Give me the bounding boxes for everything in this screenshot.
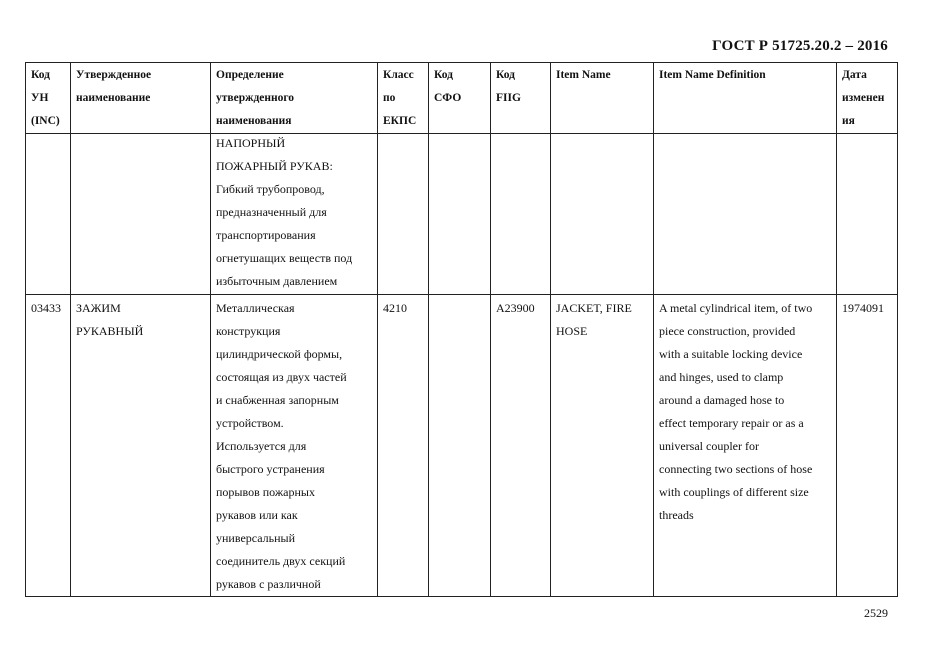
cell-fiig: A23900 bbox=[491, 295, 551, 597]
table-row-continuation bbox=[26, 134, 898, 295]
column-header-item-name-definition: Item Name Definition bbox=[654, 63, 837, 134]
cell-ekps bbox=[378, 134, 429, 295]
cell-item-name: JACKET, FIRE HOSE bbox=[551, 295, 654, 597]
cell-name bbox=[71, 134, 211, 295]
cell-date: 1974091 bbox=[837, 295, 898, 597]
cell-sfo bbox=[429, 134, 491, 295]
cell-sfo bbox=[429, 295, 491, 597]
cell-item-definition bbox=[654, 134, 837, 295]
column-header-definition: Определение утвержденного наименования bbox=[211, 63, 378, 134]
cell-inc: 03433 bbox=[26, 295, 71, 597]
cell-ekps: 4210 bbox=[378, 295, 429, 597]
table-row bbox=[26, 295, 898, 597]
cell-item-definition: A metal cylindrical item, of two piece construction, provided with a suitable locking device and hinges, used to clamp around a damaged hose to effect temporary repair or as a universal coupler for connecting two sections of hose with couplings of different size threads bbox=[654, 295, 837, 597]
column-header-change-date: Дата изменен ия bbox=[837, 63, 898, 134]
cell-definition: Металлическая конструкция цилиндрической формы, состоящая из двух частей и снабженная запорным устройством. Используется для быстрого устранения порывов пожарных рукавов или как универсальный соединитель двух секций рукавов с различной bbox=[211, 295, 378, 597]
column-header-fiig-code: Код FIIG bbox=[491, 63, 551, 134]
cell-fiig bbox=[491, 134, 551, 295]
column-header-item-name: Item Name bbox=[551, 63, 654, 134]
column-header-inc: Код УН (INC) bbox=[26, 63, 71, 134]
data-table bbox=[25, 62, 898, 597]
document-code: ГОСТ Р 51725.20.2 – 2016 bbox=[712, 38, 888, 54]
cell-item-name bbox=[551, 134, 654, 295]
cell-definition bbox=[211, 134, 378, 295]
column-header-ekps-class: Класс по ЕКПС bbox=[378, 63, 429, 134]
page-number: 2529 bbox=[864, 606, 888, 620]
table-header-row bbox=[26, 63, 898, 134]
cell-date bbox=[837, 134, 898, 295]
column-header-approved-name: Утвержденное наименование bbox=[71, 63, 211, 134]
cell-name: ЗАЖИМ РУКАВНЫЙ bbox=[71, 295, 211, 597]
definition-text: НАПОРНЫЙ ПОЖАРНЫЙ РУКАВ: Гибкий трубопровод, предназначенный для транспортирования огнетушащих веществ под избыточным давлением bbox=[216, 136, 353, 288]
column-header-sfo-code: Код СФО bbox=[429, 63, 491, 134]
cell-inc bbox=[26, 134, 71, 295]
